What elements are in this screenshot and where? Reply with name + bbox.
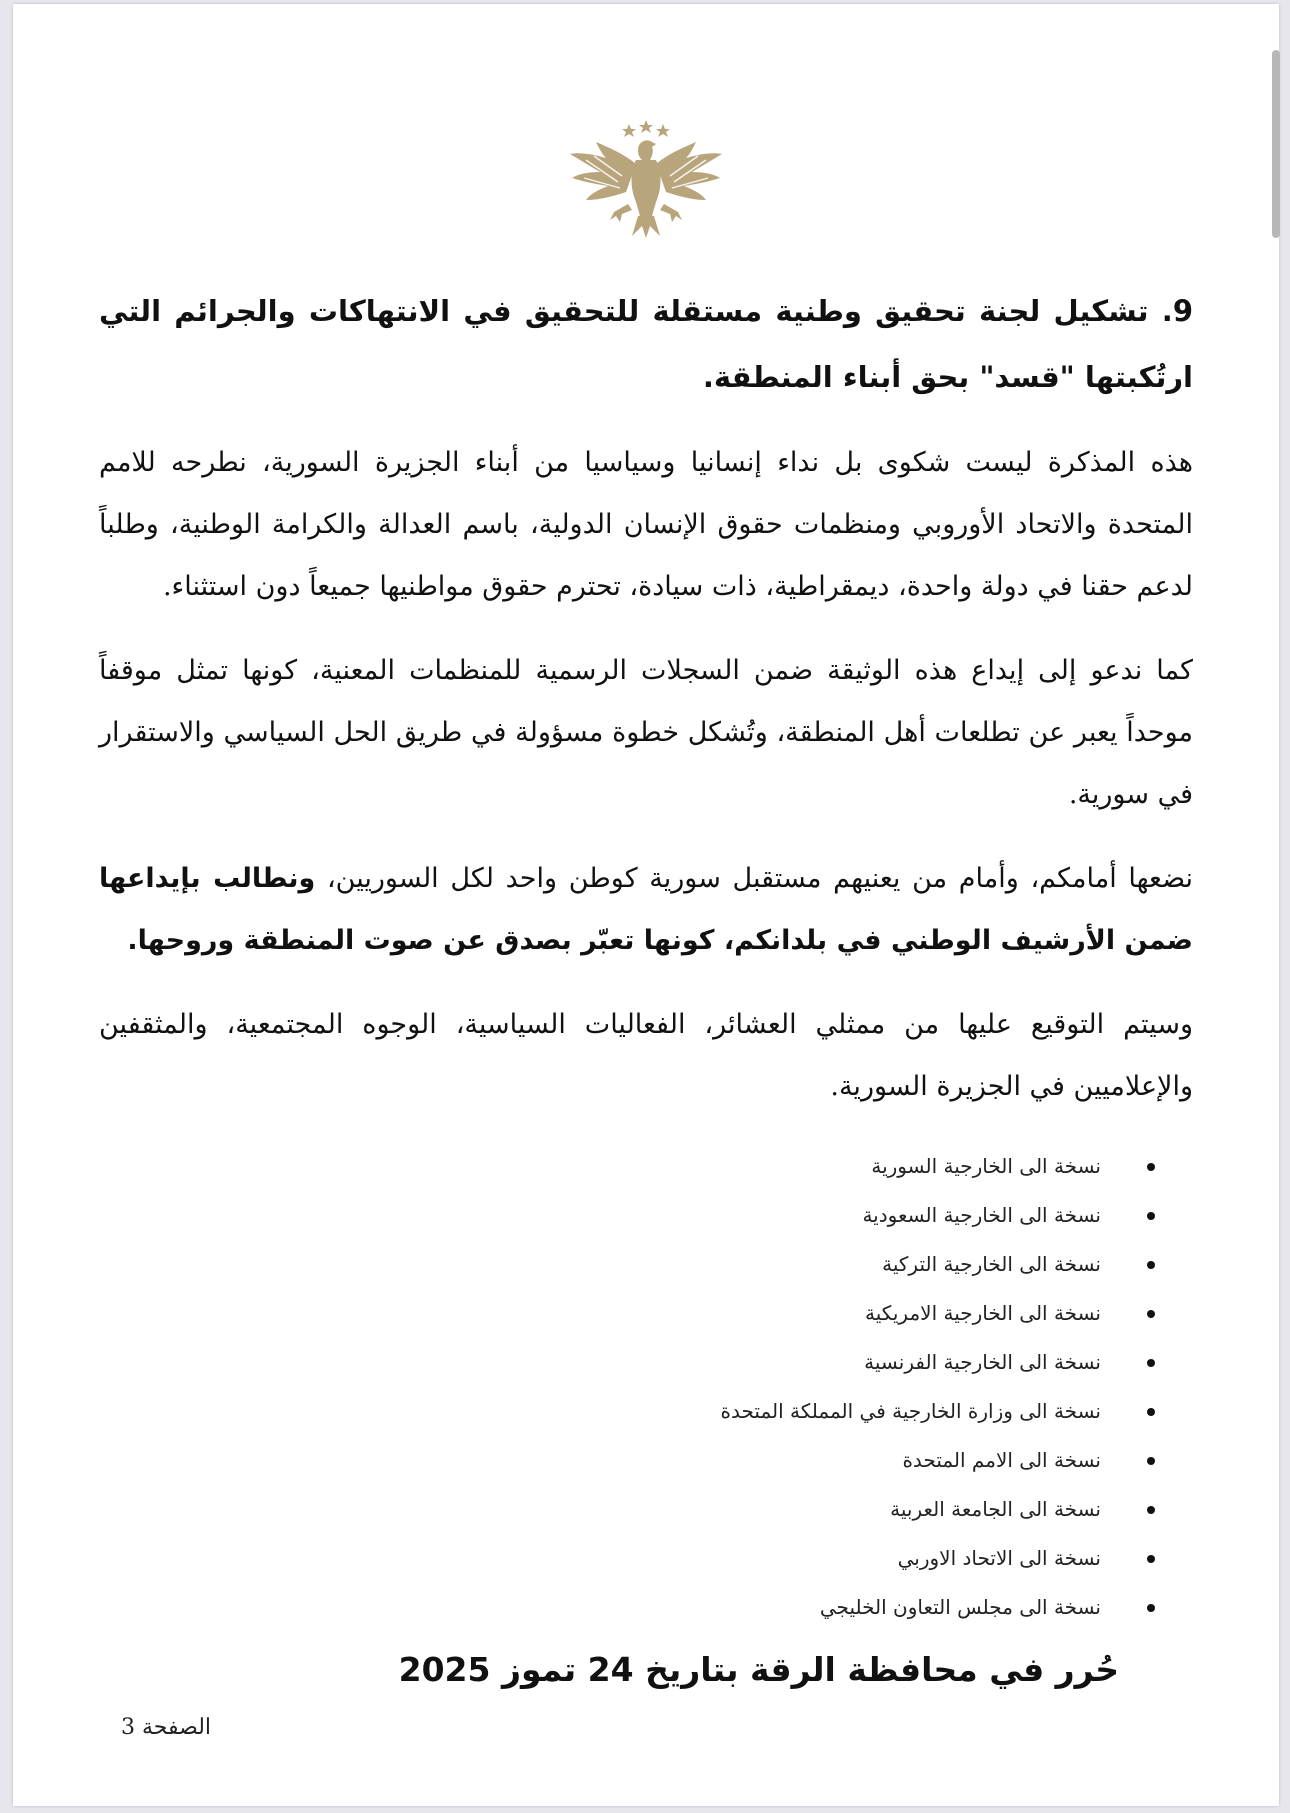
section-heading bbox=[99, 278, 1193, 410]
emblem-container bbox=[566, 120, 726, 238]
star-icon bbox=[622, 124, 636, 137]
vertical-scrollbar-thumb[interactable] bbox=[1272, 50, 1280, 238]
bullet-icon bbox=[1147, 1261, 1155, 1269]
bullet-icon bbox=[1147, 1163, 1155, 1171]
copy-recipient: نسخة الى الجامعة العربية bbox=[890, 1497, 1101, 1521]
paragraph-deposit-request: كما ندعو إلى إيداع هذه الوثيقة ضمن السجلات الرسمية للمنظمات المعنية، كونها تمثل موقفاً موحداً يعبر عن تطلعات أهل المنطقة، وتُشكل خطوة مسؤولة في طريق الحل السياسي والاستقرار في سورية. bbox=[99, 655, 1193, 810]
list-item bbox=[99, 1436, 1155, 1485]
bullet-icon bbox=[1147, 1555, 1155, 1563]
golden-eagle-emblem-icon bbox=[566, 120, 726, 238]
copy-recipient: نسخة الى الخارجية الفرنسية bbox=[864, 1350, 1101, 1374]
paragraph-bold-text: ونطالب بإيداعها ضمن الأرشيف الوطني في بلدانكم، كونها تعبّر بصدق عن صوت المنطقة وروحها. bbox=[99, 863, 1193, 956]
bullet-icon bbox=[1147, 1604, 1155, 1612]
star-icon bbox=[639, 120, 653, 133]
list-item bbox=[99, 1240, 1155, 1289]
list-item bbox=[99, 1191, 1155, 1240]
copy-recipient: نسخة الى الاتحاد الاوربي bbox=[897, 1546, 1101, 1570]
copy-recipient: نسخة الى الخارجية الامريكية bbox=[865, 1301, 1101, 1325]
copy-recipient: نسخة الى الامم المتحدة bbox=[902, 1448, 1101, 1472]
star-icon bbox=[656, 124, 670, 137]
copy-recipient: نسخة الى مجلس التعاون الخليجي bbox=[819, 1595, 1101, 1619]
paragraph-archive-demand bbox=[99, 848, 1193, 972]
bullet-icon bbox=[1147, 1310, 1155, 1318]
heading-text: تشكيل لجنة تحقيق وطنية مستقلة للتحقيق في الانتهاكات والجرائم التي ارتُكبتها "قسد" بحق أبناء المنطقة. bbox=[99, 294, 1193, 394]
list-item bbox=[99, 1289, 1155, 1338]
bullet-icon bbox=[1147, 1212, 1155, 1220]
bullet-icon bbox=[1147, 1408, 1155, 1416]
copies-list bbox=[99, 1142, 1155, 1632]
document-page bbox=[13, 4, 1279, 1806]
copies-section bbox=[99, 1142, 1193, 1632]
page-number-row bbox=[99, 1710, 1193, 1746]
list-item bbox=[99, 1583, 1155, 1632]
paragraph-appeal: هذه المذكرة ليست شكوى بل نداء إنسانيا وسياسيا من أبناء الجزيرة السورية، نطرحه للامم المتحدة والاتحاد الأوروبي ومنظمات حقوق الإنسان الدولية، باسم العدالة والكرامة الوطنية، وطلباً لدعم حقنا في دولة واحدة، ديمقراطية، ذات سيادة، تحترم حقوق مواطنيها جميعاً دون استثناء. bbox=[99, 447, 1193, 602]
list-item bbox=[99, 1534, 1155, 1583]
bullet-icon bbox=[1147, 1457, 1155, 1465]
list-item bbox=[99, 1387, 1155, 1436]
page-number: الصفحة 3 bbox=[121, 1715, 212, 1740]
bullet-icon bbox=[1147, 1359, 1155, 1367]
list-item bbox=[99, 1338, 1155, 1387]
copy-recipient: نسخة الى الخارجية السورية bbox=[871, 1154, 1101, 1178]
paragraph-signatories: وسيتم التوقيع عليها من ممثلي العشائر، الفعاليات السياسية، الوجوه المجتمعية، والمثقفين والإعلاميين في الجزيرة السورية. bbox=[99, 1009, 1193, 1102]
bullet-icon bbox=[1147, 1506, 1155, 1514]
paragraph-regular-text: نضعها أمامكم، وأمام من يعنيهم مستقبل سورية كوطن واحد لكل السوريين، bbox=[315, 863, 1194, 894]
copy-recipient: نسخة الى وزارة الخارجية في المملكة المتحدة bbox=[720, 1399, 1101, 1423]
list-item bbox=[99, 1485, 1155, 1534]
signed-date: حُرر في محافظة الرقة بتاريخ 24 تموز 2025 bbox=[398, 1650, 1119, 1689]
heading-number: 9. bbox=[1161, 294, 1193, 328]
copy-recipient: نسخة الى الخارجية التركية bbox=[882, 1252, 1101, 1276]
list-item bbox=[99, 1142, 1155, 1191]
copy-recipient: نسخة الى الخارجية السعودية bbox=[862, 1203, 1101, 1227]
